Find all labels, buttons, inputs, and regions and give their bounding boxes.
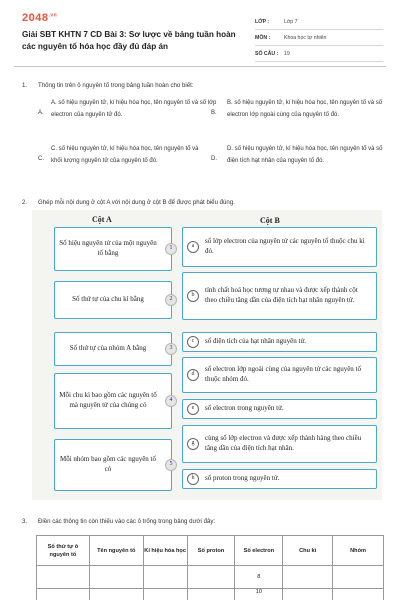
letter-badge: e: [187, 403, 199, 415]
question-1: [0, 82, 400, 92]
number-badge: 5: [165, 459, 177, 471]
letter-badge: c: [187, 336, 199, 348]
table-cell[interactable]: 8: [235, 566, 283, 589]
option-b[interactable]: B. số hiệu nguyên tử, kí hiệu hóa học, tên nguyên tố và số electron lớp ngoài cùng của nguyên tố đó.: [227, 100, 383, 118]
meta-key: SỐ CÂU :: [255, 50, 279, 57]
column-header: Số electron: [235, 536, 283, 566]
option-b-letter: B.: [211, 110, 217, 116]
table-header-row: [37, 536, 384, 566]
column-b-item-d: [182, 357, 377, 393]
header-divider: [14, 66, 386, 67]
column-a-text: Mỗi chu kì bao gồm các nguyên tố mà nguyên tử của chúng có: [59, 391, 157, 409]
column-b-text: số proton trong nguyên tử.: [205, 474, 280, 483]
column-a-item-1: [54, 227, 172, 271]
letter-badge: a: [187, 241, 199, 253]
meta-value: Khoa học tự nhiên: [284, 34, 327, 41]
column-header: Kí hiệu hóa học: [143, 536, 187, 566]
question-text: Thông tin trên ô nguyên tố trong bảng tuần hoàn cho biết:: [38, 82, 194, 89]
page-header: [0, 0, 400, 66]
question-number: 2.: [22, 199, 28, 206]
table-cell[interactable]: [143, 566, 187, 589]
column-b-item-g: [182, 425, 377, 463]
column-b-item-e: [182, 399, 377, 419]
column-b-text: tính chất hoá học tương tự nhau và được xếp thành cột theo chiều tăng dần của điện tích hạt nhân nguyên tử.: [205, 286, 358, 304]
column-a-title: Cột A: [92, 215, 112, 224]
question-number: 3.: [22, 518, 28, 525]
column-b-item-c: [182, 332, 377, 352]
meta-row-count: [255, 46, 383, 62]
column-a-item-3: [54, 332, 172, 366]
question-2: [0, 199, 400, 209]
option-d-letter: D.: [211, 156, 217, 162]
option-a[interactable]: A. số hiệu nguyên tử, kí hiệu hóa học, tên nguyên tố và số lớp electron của nguyên tử đó.: [51, 100, 217, 118]
site-logo[interactable]: $2048^{.vn}$: [22, 12, 58, 24]
column-header: Tên nguyên tố: [89, 536, 143, 566]
page-title: Giải SBT KHTN 7 CD Bài 3: Sơ lược về bảng tuần hoàn các nguyên tố hóa học đầy đủ đáp án: [22, 30, 236, 51]
element-info-table: [36, 535, 384, 600]
table-cell[interactable]: [187, 566, 235, 589]
column-a-text: Số thứ tự của nhóm A bằng: [69, 344, 147, 353]
table-cell[interactable]: 10: [235, 589, 283, 600]
column-a-text: Số hiệu nguyên tử của một nguyên tố bằng: [59, 239, 157, 257]
column-a-item-2: [54, 281, 172, 319]
table-cell[interactable]: [37, 589, 90, 600]
table-cell[interactable]: [143, 589, 187, 600]
number-badge: 3: [165, 343, 177, 355]
option-a-letter: A.: [38, 110, 44, 116]
letter-badge: d: [187, 369, 199, 381]
option-c-letter: C.: [38, 156, 44, 162]
table-row: [37, 589, 384, 600]
meta-key: LỚP :: [255, 18, 270, 25]
column-b-text: số lớp electron của nguyên tử các nguyên tố thuộc chu kì đó.: [205, 237, 365, 255]
table-cell[interactable]: [89, 566, 143, 589]
column-b-text: số electron lớp ngoài cùng của nguyên tử các nguyên tố thuộc nhóm đó.: [205, 365, 362, 383]
column-a-item-4: [54, 373, 172, 429]
table-cell[interactable]: [283, 589, 333, 600]
column-a-text: Mỗi nhóm bao gồm các nguyên tố có: [59, 455, 157, 473]
table-cell[interactable]: [187, 589, 235, 600]
column-header: Nhóm: [333, 536, 384, 566]
meta-value: Lớp 7: [284, 18, 298, 25]
meta-value: 19: [284, 50, 290, 57]
number-badge: 2: [165, 294, 177, 306]
number-badge: 4: [165, 395, 177, 407]
letter-badge: h: [187, 473, 199, 485]
question-text: Ghép mỗi nội dung ở cột A với nội dung ở cột B để được phát biểu đúng.: [38, 199, 235, 206]
column-b-item-b: [182, 272, 377, 320]
table-cell[interactable]: [283, 566, 333, 589]
option-c[interactable]: C. số hiệu nguyên tử, kí hiệu hóa học, tên nguyên tố và khối lượng nguyên tử của nguyên tố đó.: [51, 146, 199, 164]
column-a-item-5: [54, 439, 172, 491]
column-header: Chu kì: [283, 536, 333, 566]
question-number: 1.: [22, 82, 28, 89]
table-cell[interactable]: [37, 566, 90, 589]
question-text: Điền các thông tin còn thiếu vào các ô trống trong bảng dưới đây:: [38, 518, 216, 525]
question-3: [0, 518, 400, 528]
column-b-item-h: [182, 469, 377, 489]
column-header: Số proton: [187, 536, 235, 566]
matching-figure: [32, 210, 382, 500]
table-cell[interactable]: [333, 589, 384, 600]
letter-badge: g: [187, 438, 199, 450]
column-b-text: cùng số lớp electron và được xếp thành hàng theo chiều tăng dần của điện tích hạt nhân.: [205, 434, 362, 452]
meta-row-subject: [255, 30, 383, 46]
meta-key: MÔN :: [255, 34, 271, 41]
table-row: [37, 566, 384, 589]
column-b-item-a: [182, 227, 377, 267]
column-a-text: Số thứ tự của chu kì bằng: [72, 295, 144, 304]
column-b-text: số điện tích của hạt nhân nguyên tử.: [205, 337, 306, 346]
column-b-title: Cột B: [260, 216, 280, 225]
option-d[interactable]: D. số hiệu nguyên tử, kí hiệu hóa học, tên nguyên tố và số điện tích hạt nhân của nguyên tố đó.: [227, 146, 383, 164]
table-cell[interactable]: [89, 589, 143, 600]
document-meta: [255, 14, 383, 62]
column-b-text: số electron trong nguyên tử.: [205, 404, 284, 413]
letter-badge: b: [187, 290, 199, 302]
number-badge: 1: [165, 243, 177, 255]
column-header: Số thứ tự ô nguyên tố: [37, 536, 90, 566]
meta-row-class: [255, 14, 383, 30]
table-cell[interactable]: [333, 566, 384, 589]
